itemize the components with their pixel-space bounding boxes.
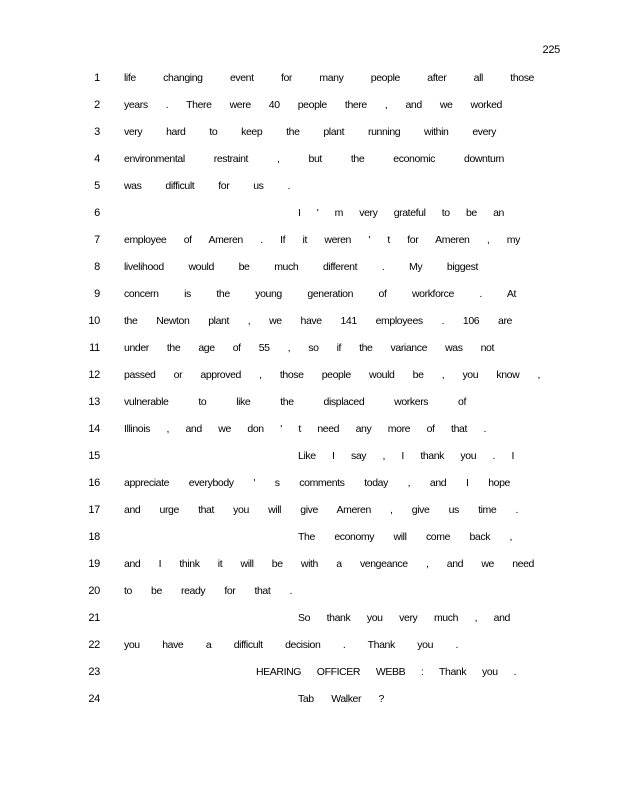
transcript-line	[0, 366, 618, 384]
line-number: 17	[88, 504, 100, 516]
transcript-line	[0, 312, 618, 330]
line-number: 9	[94, 288, 100, 300]
line-number: 21	[88, 612, 100, 624]
line-number: 2	[94, 99, 100, 111]
line-number: 5	[94, 180, 100, 192]
line-number: 13	[88, 396, 100, 408]
transcript-line	[0, 204, 618, 222]
line-text: HEARING OFFICER WEBB : Thank you .	[256, 666, 516, 678]
page-number: 225	[542, 44, 560, 56]
transcript-line	[0, 555, 618, 573]
transcript-line	[0, 690, 618, 708]
line-number: 1	[94, 72, 100, 84]
line-number: 15	[88, 450, 100, 462]
line-number: 6	[94, 207, 100, 219]
line-number: 16	[88, 477, 100, 489]
transcript-line	[0, 177, 618, 195]
line-text: concern is the young generation of workforce . At	[124, 288, 516, 300]
line-text: under the age of 55 , so if the variance was not	[124, 342, 494, 354]
line-number: 7	[94, 234, 100, 246]
line-text: I ' m very grateful to be an	[298, 207, 504, 219]
transcript-line	[0, 447, 618, 465]
transcript-line	[0, 501, 618, 519]
line-text: livelihood would be much different . My biggest	[124, 261, 478, 273]
line-number: 10	[88, 315, 100, 327]
line-text: passed or approved , those people would be , you know ,	[124, 369, 540, 381]
transcript-line	[0, 69, 618, 87]
transcript-line	[0, 474, 618, 492]
line-number: 8	[94, 261, 100, 273]
line-text: was difficult for us .	[124, 180, 290, 192]
line-text: years . There were 40 people there , and we worked	[124, 99, 502, 111]
line-number: 23	[88, 666, 100, 678]
transcript-line	[0, 339, 618, 357]
transcript-line	[0, 96, 618, 114]
line-number: 14	[88, 423, 100, 435]
line-number: 24	[88, 693, 100, 705]
line-text: So thank you very much , and	[298, 612, 510, 624]
line-text: Like I say , I thank you . I	[298, 450, 514, 462]
line-text: employee of Ameren . If it weren ' t for Ameren , my	[124, 234, 520, 246]
line-number: 20	[88, 585, 100, 597]
line-text: Tab Walker ?	[298, 693, 384, 705]
transcript-line	[0, 420, 618, 438]
transcript-line	[0, 150, 618, 168]
line-text: to be ready for that .	[124, 585, 292, 597]
transcript-line	[0, 636, 618, 654]
line-text: very hard to keep the plant running within every	[124, 126, 496, 138]
line-text: and urge that you will give Ameren , give us time .	[124, 504, 518, 516]
line-number: 3	[94, 126, 100, 138]
line-number: 11	[89, 342, 100, 354]
transcript-line	[0, 231, 618, 249]
line-text: The economy will come back ,	[298, 531, 512, 543]
transcript-line	[0, 285, 618, 303]
transcript-line	[0, 609, 618, 627]
line-text: and I think it will be with a vengeance , and we need	[124, 558, 534, 570]
transcript-line	[0, 123, 618, 141]
line-text: Illinois , and we don ' t need any more of that .	[124, 423, 486, 435]
transcript-line	[0, 258, 618, 276]
line-number: 18	[88, 531, 100, 543]
line-number: 22	[88, 639, 100, 651]
line-text: vulnerable to like the displaced workers of	[124, 396, 466, 408]
line-text: the Newton plant , we have 141 employees . 106 are	[124, 315, 512, 327]
line-number: 12	[88, 369, 100, 381]
line-number: 4	[94, 153, 100, 165]
line-text: appreciate everybody ' s comments today , and I hope	[124, 477, 510, 489]
line-text: environmental restraint , but the economic downturn	[124, 153, 504, 165]
transcript-line	[0, 582, 618, 600]
transcript-line	[0, 393, 618, 411]
line-text: you have a difficult decision . Thank you .	[124, 639, 458, 651]
transcript-line	[0, 528, 618, 546]
line-number: 19	[88, 558, 100, 570]
transcript-line	[0, 663, 618, 681]
line-text: life changing event for many people after all those	[124, 72, 534, 84]
